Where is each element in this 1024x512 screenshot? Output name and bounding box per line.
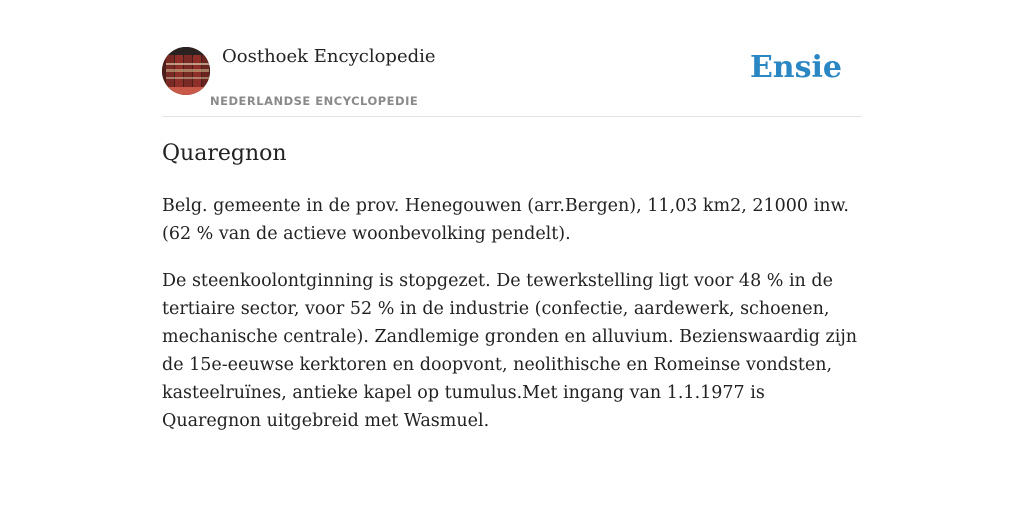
- article: [162, 138, 862, 454]
- site-subtitle: NEDERLANDSE ENCYCLOPEDIE: [210, 94, 419, 108]
- encyclopedia-books-icon[interactable]: [162, 47, 210, 95]
- site-title[interactable]: Oosthoek Encyclopedie: [222, 46, 436, 67]
- brand-logo-link[interactable]: Ensie: [749, 50, 842, 85]
- article-paragraph: De steenkoolontginning is stopgezet. De tewerkstelling ligt voor 48 % in de tertiaire sector, voor 52 % in de industrie (confectie, aardewerk, schoenen, mechanische centrale). Zandlemige gronden en alluvium. Bezienswaardig zijn de 15e-eeuwse kerktoren en doopvont, neolithische en Romeinse vondsten, kasteelruïnes, antieke kapel op tumulus.Met ingang van 1.1.1977 is Quaregnon uitgebreid met Wasmuel.: [162, 271, 858, 431]
- article-paragraph: Belg. gemeente in de prov. Henegouwen (arr.Bergen), 11,03 km2, 21000 inw. (62 % van de actieve woonbevolking pendelt).: [162, 196, 849, 244]
- site-header: [162, 44, 862, 117]
- article-title: Quaregnon: [162, 141, 287, 166]
